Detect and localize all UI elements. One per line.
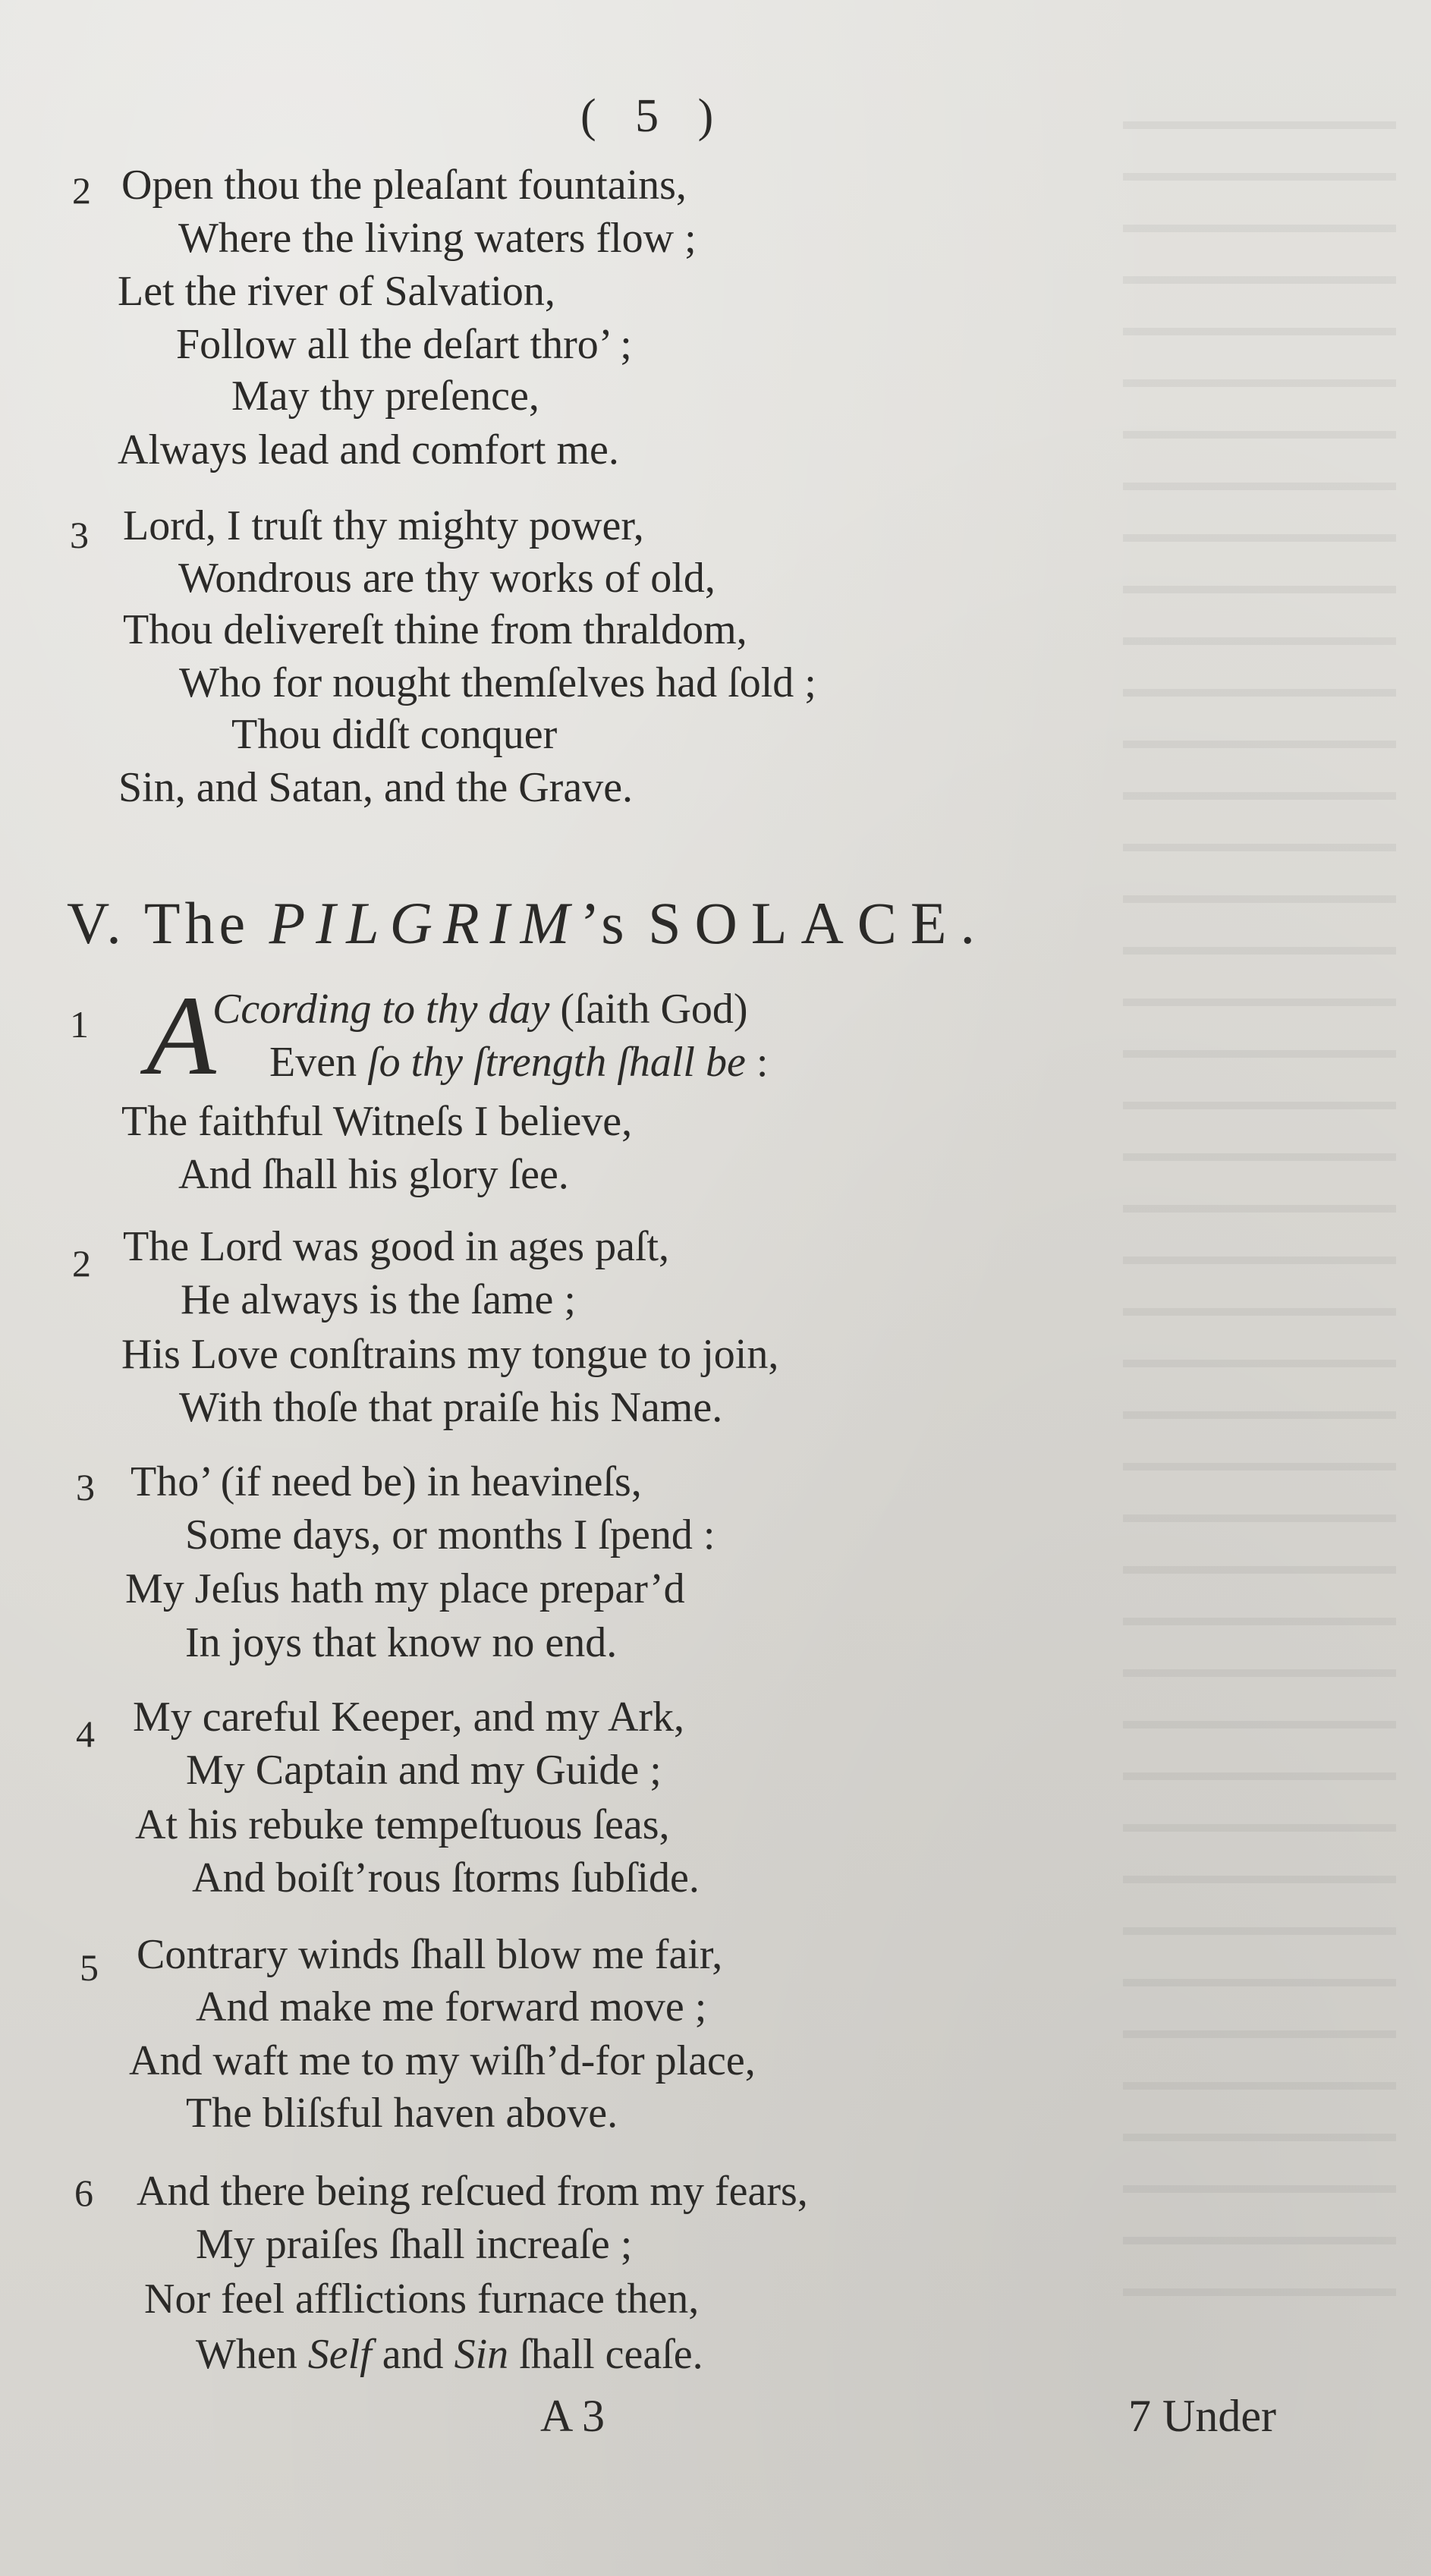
verse-line: His Love conſtrains my tongue to join, (121, 1331, 779, 1378)
verse-line: Sin, and Satan, and the Grave. (118, 764, 634, 811)
verse-line: Let the river of Salvation, (118, 268, 555, 315)
stanza-number: 1 (70, 1003, 89, 1046)
stanza-number: 6 (74, 2172, 93, 2214)
verse-line: My careful Keeper, and my Ark, (133, 1694, 685, 1741)
verse-italic: ſo thy ſtrength ſhall be (367, 1039, 746, 1086)
verse-line: Always lead and comfort me. (118, 426, 619, 473)
stanza-number: 2 (72, 1242, 91, 1285)
page-number: ( 5 ) (580, 90, 728, 142)
catchword: 7 Under (1128, 2391, 1276, 2441)
verse-roman: (ſaith God) (549, 986, 748, 1033)
signature-mark: A 3 (540, 2391, 605, 2441)
verse-roman: and (371, 2331, 454, 2378)
verse-line: May thy preſence, (231, 373, 539, 420)
heading-numeral: V. The (67, 890, 269, 956)
verse-line: Nor feel afflictions furnace then, (144, 2276, 700, 2323)
verse-line: With thoſe that praiſe his Name. (179, 1384, 723, 1431)
stanza-number: 5 (80, 1946, 99, 1989)
verse-roman: When (196, 2331, 308, 2378)
show-through-text (1123, 121, 1396, 2322)
verse-line (269, 1041, 768, 1084)
verse-line: Follow all the deſart thro’ ; (176, 321, 632, 368)
verse-line: And boiſt’rous ſtorms ſubſide. (192, 1854, 700, 1901)
verse-italic: Sin (454, 2331, 509, 2378)
verse-italic: Self (307, 2331, 372, 2378)
verse-line: The faithful Witneſs I believe, (121, 1098, 633, 1145)
verse-line (196, 2333, 703, 2376)
verse-roman: Even (269, 1039, 368, 1086)
verse-line: Lord, I truſt thy mighty power, (123, 502, 644, 549)
hymn-heading (67, 889, 989, 958)
verse-line (212, 986, 748, 1033)
verse-line: My Captain and my Guide ; (186, 1747, 662, 1794)
verse-line: Thou didſt conquer (231, 711, 558, 758)
verse-line: At his rebuke tempeſtuous ſeas, (135, 1801, 670, 1848)
drop-cap: A (146, 973, 216, 1099)
verse-line: Some days, or months I ſpend : (185, 1511, 716, 1558)
stanza-number: 4 (76, 1713, 95, 1755)
verse-line: My praiſes ſhall increaſe ; (196, 2221, 633, 2268)
verse-roman: : (745, 1039, 769, 1086)
verse-line: My Jeſus hath my place prepar’d (125, 1565, 685, 1612)
verse-roman: ſhall ceaſe. (508, 2331, 703, 2378)
verse-line: And there being reſcued from my fears, (137, 2168, 808, 2215)
verse-line: Contrary winds ſhall blow me fair, (137, 1931, 723, 1978)
verse-line: He always is the ſame ; (181, 1276, 576, 1323)
verse-line: The Lord was good in ages paſt, (123, 1223, 670, 1270)
verse-italic: Ccording to thy day (212, 986, 550, 1033)
verse-line: Thou delivereſt thine from thraldom, (123, 606, 747, 653)
verse-line: Wondrous are thy works of old, (178, 555, 716, 602)
verse-line: Where the living waters flow ; (178, 215, 697, 262)
verse-line: Tho’ (if need be) in heavineſs, (131, 1458, 642, 1505)
heading-possessive: ’s (580, 890, 649, 956)
stanza-number: 2 (72, 169, 91, 212)
heading-caps: SOLACE. (648, 890, 989, 956)
verse-line: And make me forward move ; (196, 1983, 707, 2030)
verse-line: Who for nought themſelves had ſold ; (179, 659, 816, 706)
verse-line: Open thou the pleaſant fountains, (121, 162, 687, 209)
verse-line: In joys that know no end. (185, 1619, 618, 1666)
heading-italic: PILGRIM (269, 890, 580, 956)
verse-line: The bliſsful haven above. (186, 2090, 618, 2137)
stanza-number: 3 (70, 514, 89, 556)
verse-line: And ſhall his glory ſee. (178, 1151, 569, 1198)
verse-line: And waft me to my wiſh’d-for place, (129, 2037, 756, 2084)
stanza-number: 3 (76, 1466, 95, 1508)
